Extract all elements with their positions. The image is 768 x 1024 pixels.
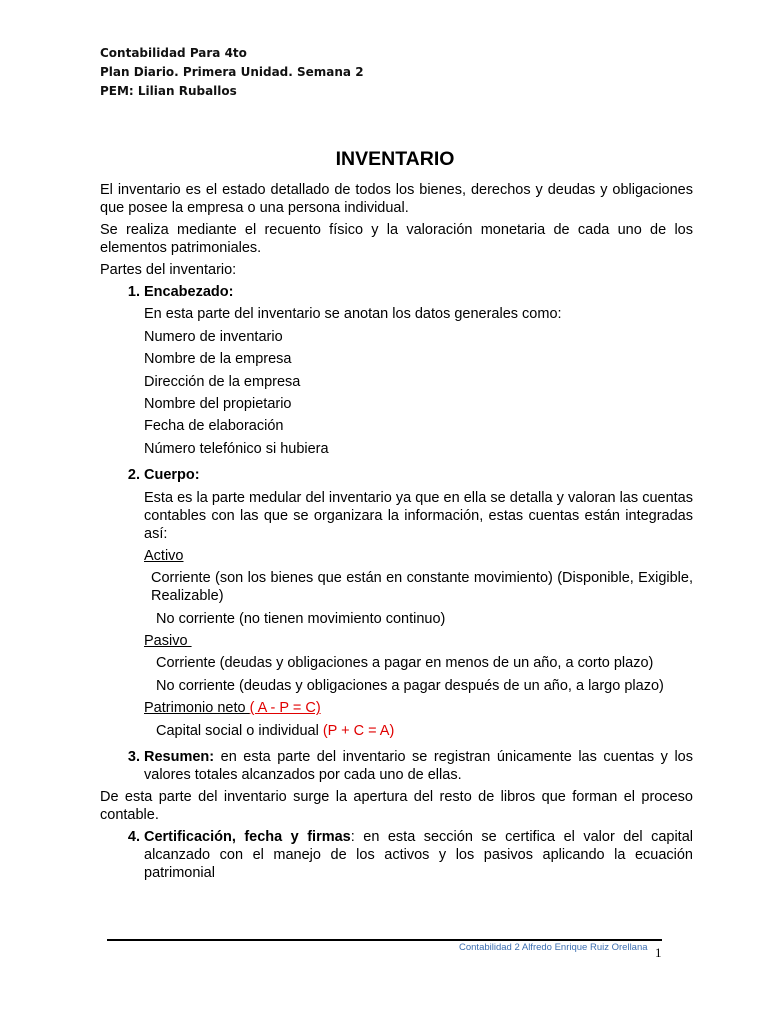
activo-no-corriente: No corriente (no tienen movimiento continuo): [156, 610, 446, 627]
intro-paragraph-3: Partes del inventario:: [100, 262, 237, 278]
section-number: 2.: [127, 467, 140, 484]
patrimonio-line: [144, 699, 693, 717]
footer-author: Contabilidad 2 Alfredo Enrique Ruiz Orellana: [459, 942, 648, 953]
section-text: [144, 748, 693, 784]
pasivo-corriente: Corriente (deudas y obligaciones a pagar en menos de un año, a corto plazo): [156, 655, 654, 672]
section-resumen: [100, 748, 693, 784]
pasivo-label: [144, 632, 693, 650]
after-resumen-paragraph: De esta parte del inventario surge la apertura del resto de libros que forman el proceso contable.: [100, 789, 693, 824]
list-item: Número telefónico si hubiera: [144, 440, 329, 457]
footer-divider: [107, 939, 662, 941]
section-heading: Resumen:: [144, 749, 215, 766]
section-cuerpo: [100, 466, 693, 744]
patrimonio-formula: ( A - P = C): [249, 700, 321, 717]
header-plan: Plan Diario. Primera Unidad. Semana 2: [100, 65, 364, 79]
capital-text: Capital social o individual: [156, 722, 323, 739]
page-number: 1: [655, 945, 662, 960]
section-encabezado: [100, 283, 693, 462]
activo-corriente: Corriente (son los bienes que están en constante movimiento) (Disponible, Exigible, Realizable): [151, 570, 693, 605]
capital-formula: (P + C = A): [322, 722, 395, 739]
page-title: INVENTARIO: [335, 148, 455, 170]
section-number: 1.: [127, 284, 140, 300]
list-item: Dirección de la empresa: [144, 373, 301, 390]
section-certificacion: [100, 828, 693, 882]
list-item: Fecha de elaboración: [144, 418, 284, 435]
pasivo-label-text: Pasivo: [144, 633, 188, 650]
pasivo-no-corriente: No corriente (deudas y obligaciones a pagar después de un año, a largo plazo): [156, 677, 664, 694]
intro-paragraph-1: El inventario es el estado detallado de todos los bienes, derechos y deudas y obligaciones que posee la empresa o una persona individual.: [100, 182, 693, 216]
list-item: Nombre del propietario: [144, 395, 292, 412]
section-text: [144, 828, 693, 882]
intro-paragraph-2: Se realiza mediante el recuento físico y la valoración monetaria de cada uno de los elementos patrimoniales.: [100, 222, 693, 256]
section-lead: En esta parte del inventario se anotan los datos generales como:: [144, 306, 562, 323]
section-heading: Encabezado:: [144, 284, 234, 300]
list-item: Nombre de la empresa: [144, 351, 292, 368]
document-body: [100, 181, 693, 886]
section-body-text: : en esta sección se certifica el valor del capital alcanzado con el manejo de los activos y los pasivos aplicando la ecuación patrimonial: [144, 829, 693, 882]
document-header: [100, 44, 364, 101]
patrimonio-label: Patrimonio neto: [144, 700, 250, 717]
section-number: 4.: [127, 829, 140, 846]
section-heading: Cuerpo:: [144, 467, 200, 484]
header-teacher: PEM: Lilian Ruballos: [100, 84, 237, 98]
section-body-text: en esta parte del inventario se registran únicamente las cuentas y los valores totales alcanzados por cada uno de ellas.: [144, 749, 693, 784]
activo-label: Activo: [144, 547, 184, 564]
section-heading: Certificación, fecha y firmas: [144, 829, 351, 846]
header-course: Contabilidad Para 4to: [100, 46, 247, 60]
section-lead: Esta es la parte medular del inventario ya que en ella se detalla y valoran las cuentas contables con las que se organizara la información, estas cuentas están integradas así:: [144, 489, 693, 542]
list-item: Numero de inventario: [144, 328, 283, 345]
section-number: 3.: [127, 749, 140, 766]
capital-line: [144, 722, 693, 740]
